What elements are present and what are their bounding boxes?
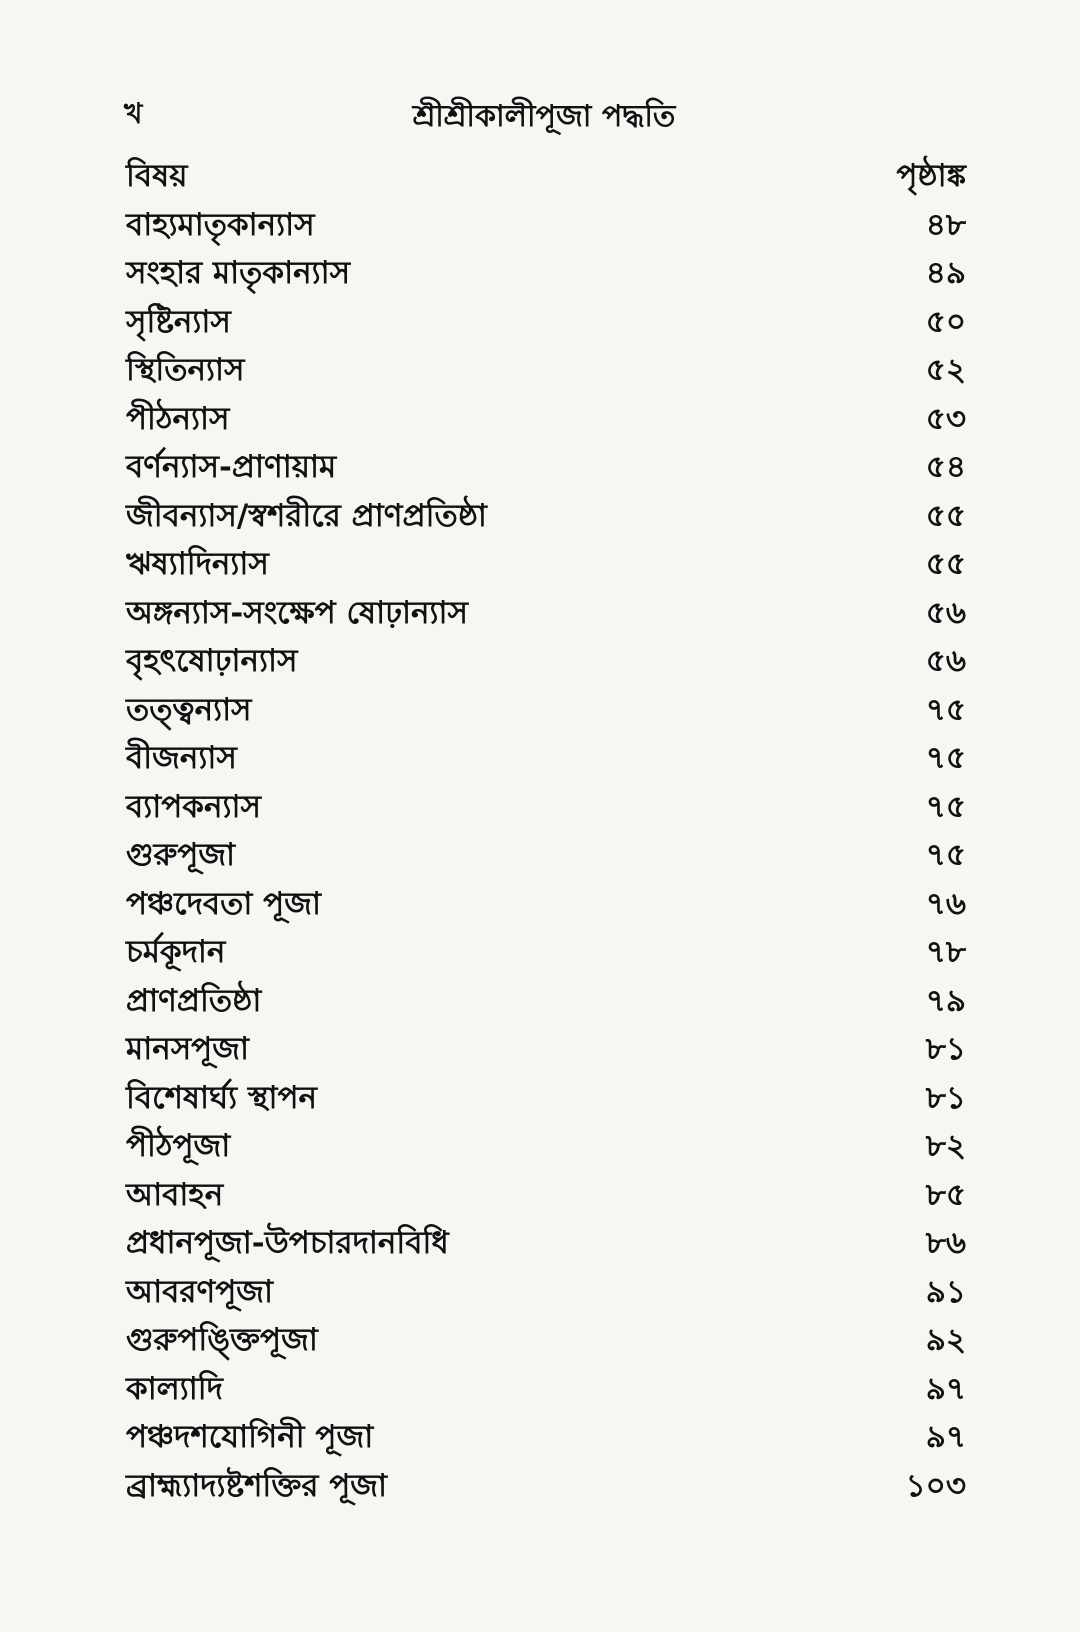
- toc-entry-title: স্থিতিন্যাস: [126, 352, 245, 388]
- toc-entry-page: ৪৮: [925, 206, 966, 243]
- toc-row: [126, 1025, 966, 1074]
- toc-entry-title: ব্যাপকন্যাস: [126, 788, 261, 825]
- page-number-letter: খ: [124, 97, 143, 130]
- toc-entry-page: ৭৫: [925, 837, 966, 873]
- toc-entry-page: ৯২: [925, 1322, 966, 1358]
- toc-rows: [126, 201, 966, 1511]
- toc-row: [126, 880, 966, 929]
- toc-entry-title: ঋষ্যাদিন্যাস: [126, 546, 269, 582]
- toc-row: [126, 686, 966, 735]
- toc-entry-title: তত্ত্বন্যাস: [126, 691, 252, 728]
- toc-entry-page: ৫৫: [925, 546, 966, 582]
- toc-row: [126, 201, 966, 250]
- toc-entry-page: ৭৬: [925, 885, 966, 922]
- toc-entry-page: ৮১: [925, 1079, 966, 1116]
- toc-entry-page: ৭৮: [925, 934, 966, 970]
- toc-entry-title: অঙ্গন্যাস-সংক্ষেপ ষোঢ়ান্যাস: [126, 594, 468, 631]
- toc-entry-page: ৫৬: [925, 594, 966, 631]
- toc-row: [126, 443, 966, 492]
- toc-entry-title: আবরণপূজা: [126, 1273, 273, 1310]
- toc-row: [126, 1268, 966, 1317]
- toc-row: [126, 734, 966, 783]
- toc-entry-page: ৭৫: [925, 691, 966, 728]
- book-title: শ্রীশ্রীকালীপূজা পদ্ধতি: [412, 99, 676, 134]
- toc-row: [126, 1413, 966, 1462]
- toc-entry-title: পঞ্চদশযোগিনী পূজা: [126, 1419, 374, 1455]
- toc-entry-page: ৮৫: [925, 1176, 966, 1213]
- toc-row: [126, 783, 966, 832]
- toc-entry-page: ৯৭: [925, 1370, 966, 1407]
- toc-row: [126, 977, 966, 1026]
- toc-row: [126, 1219, 966, 1268]
- toc-entry-title: পীঠপূজা: [126, 1128, 231, 1164]
- toc-entry-page: ৭৫: [925, 788, 966, 825]
- toc-entry-page: ৮৬: [925, 1225, 966, 1261]
- toc-row: [126, 589, 966, 638]
- toc-row: [126, 346, 966, 395]
- toc-row: [126, 1365, 966, 1414]
- toc-row: [126, 1074, 966, 1123]
- subject-column-heading: বিষয়: [126, 158, 188, 194]
- toc-row: [126, 1171, 966, 1220]
- toc-entry-page: ৫২: [925, 352, 966, 388]
- toc-entry-title: বাহ্যমাতৃকান্যাস: [126, 206, 315, 243]
- toc-entry-title: ব্রাহ্ম্যাদ্যষ্টশক্তির পূজা: [126, 1467, 388, 1504]
- toc-entry-page: ১০৩: [905, 1467, 966, 1504]
- toc-entry-title: বিশেষার্ঘ্য স্থাপন: [126, 1079, 317, 1116]
- toc-row: [126, 1122, 966, 1171]
- toc-entry-title: কাল্যাদি: [126, 1370, 223, 1407]
- toc-entry-title: প্রাণপ্রতিষ্ঠা: [126, 982, 262, 1019]
- toc-entry-page: ৯১: [925, 1273, 966, 1310]
- toc-entry-title: গুরুপঙ্ক্তিপূজা: [126, 1322, 318, 1358]
- toc-row: [126, 928, 966, 977]
- toc-row: [126, 1462, 966, 1511]
- toc-entry-title: পঞ্চদেবতা পূজা: [126, 885, 321, 922]
- toc-entry-page: ৫৪: [925, 449, 966, 485]
- table-of-contents: [126, 152, 966, 1510]
- toc-row: [126, 492, 966, 541]
- toc-entry-title: গুরুপূজা: [126, 837, 236, 873]
- toc-entry-page: ৫৬: [925, 643, 966, 679]
- toc-entry-title: জীবন্যাস/স্বশরীরে প্রাণপ্রতিষ্ঠা: [126, 497, 487, 534]
- toc-header-row: [126, 152, 966, 201]
- toc-entry-title: সৃষ্টিন্যাস: [126, 303, 231, 340]
- toc-entry-page: ৯৭: [925, 1419, 966, 1455]
- toc-entry-title: বীজন্যাস: [126, 740, 237, 776]
- toc-row: [126, 831, 966, 880]
- toc-entry-page: ৪৯: [925, 255, 966, 291]
- toc-entry-page: ৭৫: [925, 740, 966, 776]
- toc-entry-title: সংহার মাতৃকান্যাস: [126, 255, 351, 291]
- toc-entry-page: ৫৩: [925, 400, 966, 437]
- toc-entry-title: প্রধানপূজা-উপচারদানবিধি: [126, 1225, 449, 1261]
- toc-entry-page: ৫০: [925, 303, 966, 340]
- toc-entry-title: পীঠন্যাস: [126, 400, 230, 437]
- toc-entry-page: ৫৫: [925, 497, 966, 534]
- toc-row: [126, 298, 966, 347]
- toc-row: [126, 249, 966, 298]
- toc-entry-page: ৭৯: [925, 982, 966, 1019]
- toc-entry-title: মানসপূজা: [126, 1031, 249, 1067]
- page-column-heading: পৃষ্ঠাঙ্ক: [896, 158, 966, 194]
- page-header: [124, 92, 964, 132]
- toc-row: [126, 637, 966, 686]
- toc-entry-title: আবাহন: [126, 1176, 224, 1213]
- toc-entry-page: ৮২: [925, 1128, 966, 1164]
- toc-entry-title: চর্মকূদান: [126, 934, 226, 970]
- toc-row: [126, 1316, 966, 1365]
- toc-row: [126, 540, 966, 589]
- toc-entry-page: ৮১: [925, 1031, 966, 1067]
- toc-row: [126, 395, 966, 444]
- toc-entry-title: বৃহৎষোঢ়ান্যাস: [126, 643, 298, 679]
- toc-entry-title: বর্ণন্যাস-প্রাণায়াম: [126, 449, 337, 485]
